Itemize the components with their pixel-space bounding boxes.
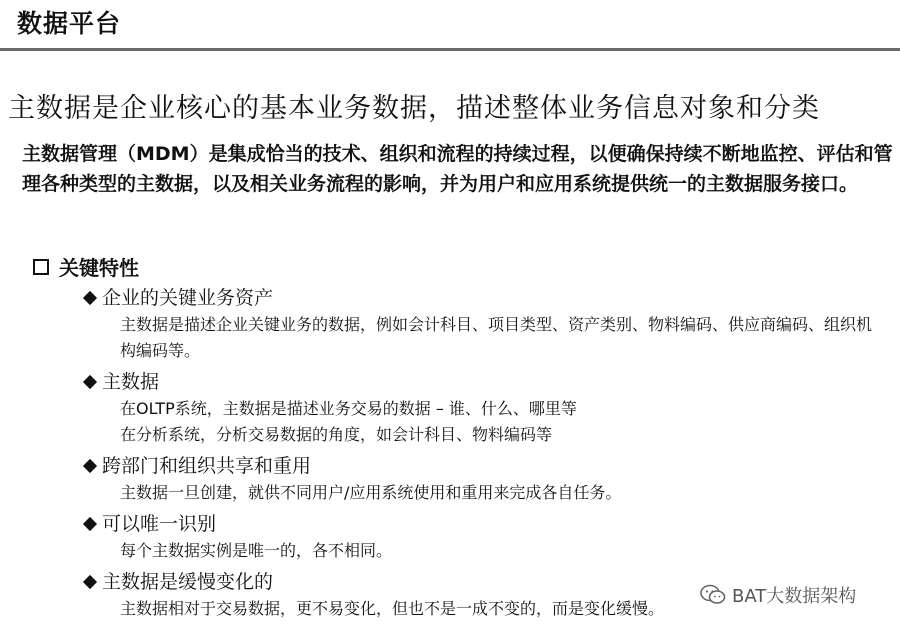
feature-description: 主数据一旦创建，就供不同用户/应用系统使用和重用来完成各自任务。: [120, 483, 622, 502]
feature-title: 主数据是缓慢变化的: [102, 571, 274, 593]
section-title: 关键特性: [59, 256, 139, 280]
feature-item: [82, 510, 882, 564]
title-divider: [0, 48, 900, 51]
feature-description: 每个主数据实例是唯一的，各不相同。: [120, 541, 393, 560]
diamond-bullet-icon: [83, 291, 97, 305]
feature-item: [82, 368, 882, 448]
feature-description: 主数据是描述企业关键业务的数据，例如会计科目、项目类型、资产类别、物料编码、供应商编码、组织机构编码等。: [120, 315, 873, 360]
wechat-icon: [700, 584, 726, 606]
section-heading: [33, 252, 139, 281]
feature-list: [82, 284, 882, 626]
headline: 主数据是企业核心的基本业务数据，描述整体业务信息对象和分类: [8, 93, 820, 124]
feature-title: 可以唯一识别: [102, 513, 217, 535]
feature-description: 在分析系统，分析交易数据的角度，如会计科目、物料编码等: [120, 425, 553, 444]
feature-title: 主数据: [102, 371, 160, 393]
feature-description: 主数据相对于交易数据，更不易变化，但也不是一成不变的，而是变化缓慢。: [120, 599, 665, 618]
feature-description: 在OLTP系统，主数据是描述业务交易的数据 – 谁、什么、哪里等: [120, 399, 577, 418]
watermark-text: BAT大数据架构: [732, 586, 857, 607]
feature-title: 企业的关键业务资产: [102, 287, 274, 309]
diamond-bullet-icon: [83, 375, 97, 389]
page-title: 数据平台: [17, 9, 122, 38]
feature-item: [82, 452, 882, 506]
diamond-bullet-icon: [83, 575, 97, 589]
intro-paragraph: 主数据管理（MDM）是集成恰当的技术、组织和流程的持续过程，以便确保持续不断地监控、评估和管理各种类型的主数据，以及相关业务流程的影响，并为用户和应用系统提供统一的主数据服务接口。: [22, 143, 893, 195]
diamond-bullet-icon: [83, 459, 97, 473]
square-bullet-icon: [33, 259, 49, 275]
watermark: [700, 582, 856, 608]
diamond-bullet-icon: [83, 517, 97, 531]
feature-title: 跨部门和组织共享和重用: [102, 455, 312, 477]
feature-item: [82, 284, 882, 364]
